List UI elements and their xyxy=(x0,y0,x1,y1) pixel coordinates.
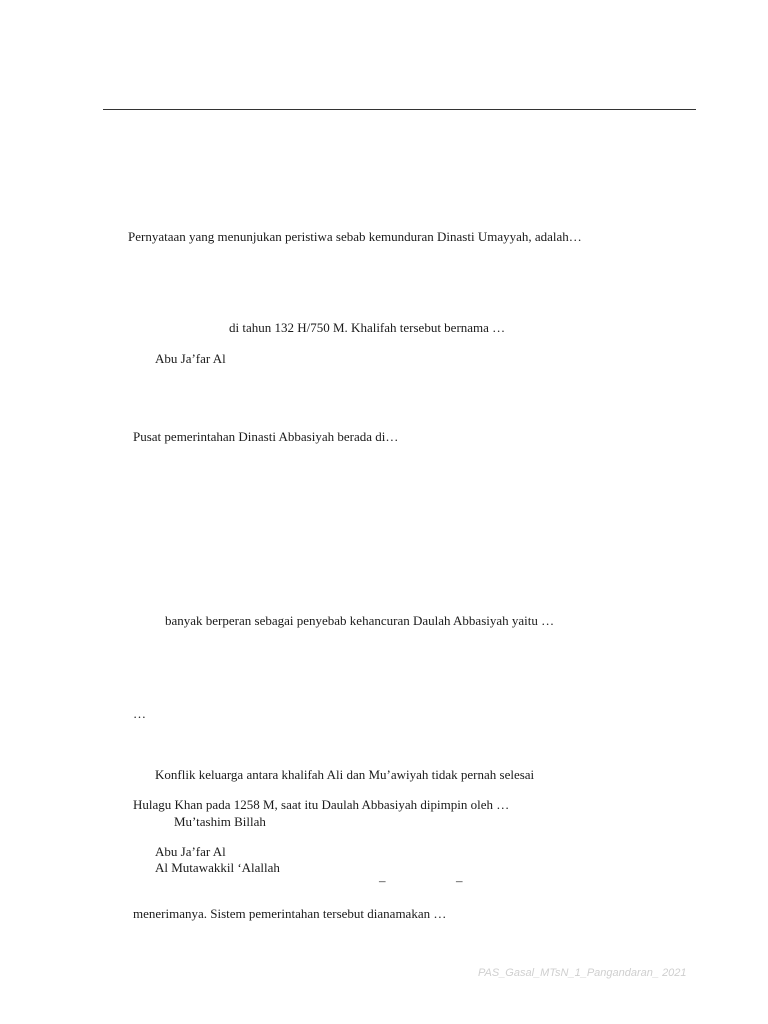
option-mutawakkil: Al Mutawakkil ‘Alallah xyxy=(155,860,280,875)
question-first-caliph: di tahun 132 H/750 M. Khalifah tersebut bernama … xyxy=(229,320,506,335)
page-footer: PAS_Gasal_MTsN_1_Pangandaran_ 2021 xyxy=(478,967,687,979)
option-abu-jafar: Abu Ja’far Al xyxy=(155,351,226,366)
question-government-system: menerimanya. Sistem pemerintahan tersebut dianamakan … xyxy=(133,906,447,921)
option-abu-jafar-2: Abu Ja’far Al xyxy=(155,844,226,859)
question-abbasid-collapse-cause: banyak berperan sebagai penyebab kehancuran Daulah Abbasiyah yaitu … xyxy=(165,613,555,628)
dash-mark: – xyxy=(456,873,463,888)
ellipsis-line: … xyxy=(133,706,146,721)
question-hulagu-khan: Hulagu Khan pada 1258 M, saat itu Daulah Abbasiyah dipimpin oleh … xyxy=(133,797,510,812)
option-family-conflict: Konflik keluarga antara khalifah Ali dan Mu’awiyah tidak pernah selesai xyxy=(155,767,535,782)
header-rule xyxy=(103,109,696,110)
dash-mark: – xyxy=(379,873,386,888)
question-umayyah-decline: Pernyataan yang menunjukan peristiwa sebab kemunduran Dinasti Umayyah, adalah… xyxy=(128,229,582,244)
question-abbasid-capital: Pusat pemerintahan Dinasti Abbasiyah berada di… xyxy=(133,429,399,444)
option-mutashim-billah: Mu’tashim Billah xyxy=(174,814,266,829)
